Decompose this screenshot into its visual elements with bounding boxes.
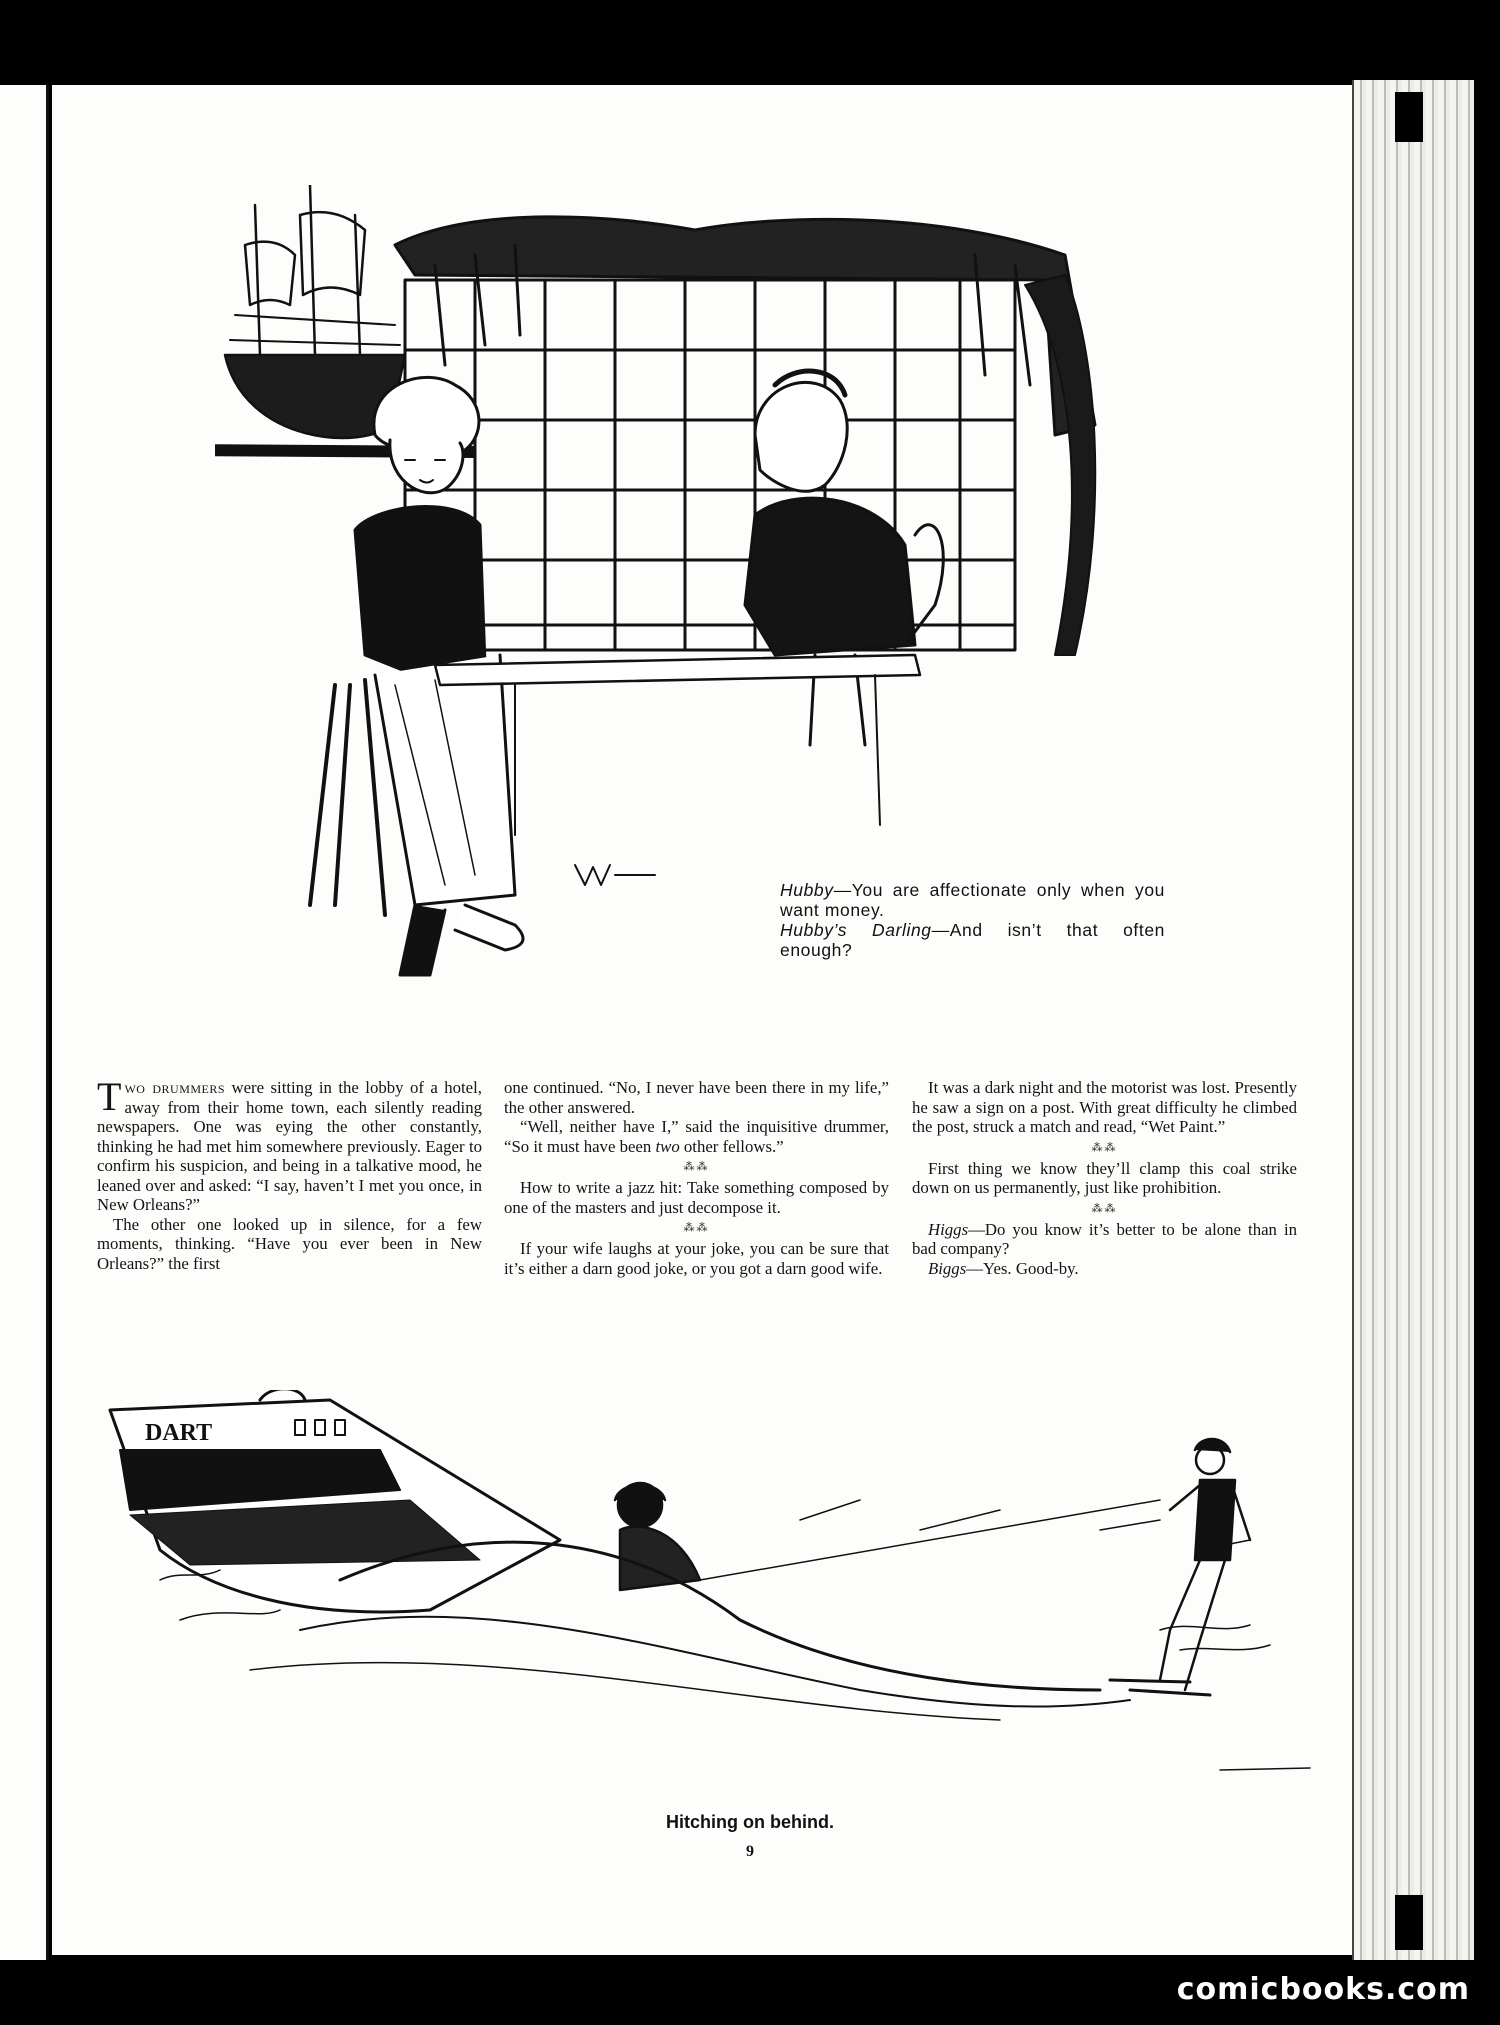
drummers-joke-paragraph-3: one continued. “No, I never have been there in my life,” the other answered. xyxy=(504,1078,889,1117)
window-grid xyxy=(405,280,1015,650)
drop-cap: T xyxy=(97,1074,122,1119)
crop-mark xyxy=(1395,1895,1423,1950)
left-page-edge xyxy=(0,85,49,1960)
top-cartoon-caption xyxy=(780,880,1165,960)
drummers-joke-paragraph-2: The other one looked up in silence, for a few moments, thinking. “Have you ever been in New Orleans?” the first xyxy=(97,1214,482,1273)
woman-dress xyxy=(355,506,485,675)
speaker-hubby: Hubby xyxy=(780,880,834,900)
boat-name: DART xyxy=(145,1420,213,1446)
bottom-cartoon-caption: Hitching on behind. xyxy=(666,1812,834,1832)
artist-signature xyxy=(1220,1768,1310,1770)
water-skier xyxy=(1110,1439,1250,1695)
crop-mark xyxy=(1395,92,1423,142)
page-stack-edge xyxy=(1352,80,1474,1960)
jazz-hit-joke: How to write a jazz hit: Take something composed by one of the masters and just decompose it. xyxy=(504,1178,889,1217)
column-2 xyxy=(504,1078,889,1278)
curtain-valance xyxy=(395,217,1095,435)
column-3 xyxy=(912,1078,1297,1278)
coal-strike-joke: First thing we know they’ll clamp this coal strike down on us permanently, just like prohibition. xyxy=(912,1158,1297,1197)
cartoon-speedboat-waterskier xyxy=(100,1390,1320,1810)
separator-ornament: ⁂⁂ xyxy=(683,1222,710,1234)
page-number: 9 xyxy=(746,1843,754,1860)
artist-signature xyxy=(575,865,655,885)
site-watermark: comicbooks.com xyxy=(1176,1972,1470,2007)
table xyxy=(435,655,920,685)
man-figure xyxy=(745,371,943,745)
wet-paint-joke: It was a dark night and the motorist was lost. Presently he saw a sign on a post. With great difficulty he climbed the post, struck a match and read, “Wet Paint.” xyxy=(912,1078,1297,1136)
separator-ornament: ⁂⁂ xyxy=(1091,1202,1118,1215)
separator-ornament: ⁂⁂ xyxy=(1091,1141,1118,1154)
tow-rope xyxy=(700,1500,1160,1580)
text-columns xyxy=(97,1074,1297,1378)
water-skis xyxy=(1110,1680,1210,1695)
drummers-joke-paragraph-1: Two drummers were sitting in the lobby of a hotel, away from their home town, each silently reading newspapers. One was eying the other constantly, thinking he had met him somewhere previously. Eager to confirm his suspicion, and being in a talkative mood, he leaned over and asked: “I say, haven’t I met you once, in New Orleans?” xyxy=(97,1074,482,1214)
biggs-line: Biggs—Yes. Good-by. xyxy=(928,1258,1079,1278)
speaker-darling: Hubby’s Darling xyxy=(780,920,932,940)
wife-laughs-joke: If your wife laughs at your joke, you can be sure that it’s either a darn good joke, or you got a darn good wife. xyxy=(504,1239,889,1278)
ship-model xyxy=(225,185,405,438)
higgs-line: Higgs—Do you know it’s better to be alone than in bad company? xyxy=(912,1219,1297,1258)
caption-line-1: Hubby—You are affectionate only when you want money. xyxy=(780,880,1165,920)
column-1 xyxy=(97,1074,482,1273)
separator-ornament: ⁂⁂ xyxy=(683,1161,710,1173)
drummers-joke-paragraph-4: “Well, neither have I,” said the inquisitive drummer, “So it must have been two other fellows.” xyxy=(504,1117,889,1156)
boat-driver xyxy=(615,1483,700,1590)
right-curtain xyxy=(1025,275,1095,655)
caption-line-2: Hubby’s Darling—And isn’t that often enough? xyxy=(780,920,1165,960)
man-jacket xyxy=(745,498,915,655)
